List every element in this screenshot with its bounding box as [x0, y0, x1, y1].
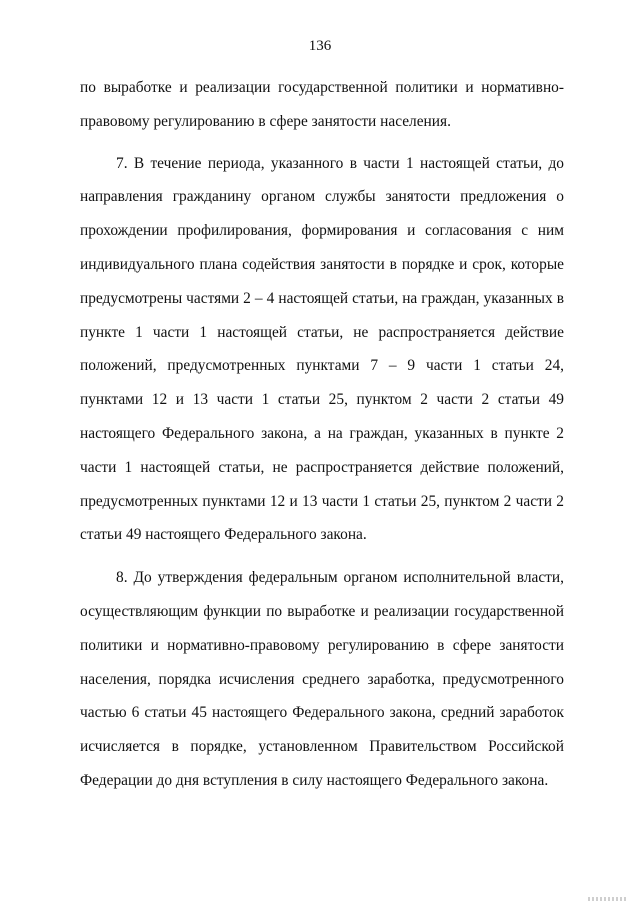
paragraph-continuation: по выработке и реализации государственной политики и нормативно-правовому регулированию в сфере занятости населения.	[80, 79, 564, 130]
page-number: 136	[308, 38, 332, 54]
paragraph-item-8: 8. До утверждения федеральным органом исполнительной власти, осуществляющим функции по выработке и реализации государственной политики и нормативно-правовому регулированию в сфере занятости населения, порядка исчисления среднего заработка, предусмотренного частью 6 статьи 45 настоящего Федерального закона, средний заработок исчисляется в порядке, установленном Правительством Российской Федерации до дня вступления в силу настоящего Федерального закона.	[80, 569, 564, 789]
paragraph-item-7: 7. В течение периода, указанного в части 1 настоящей статьи, до направления гражданину органом службы занятости предложения о прохождении профилирования, формирования и согласования с ним индивидуального плана содействия занятости в порядке и срок, которые предусмотрены частями 2 – 4 настоящей статьи, на граждан, указанных в пункте 1 части 1 настоящей статьи, не распространяется действие положений, предусмотренных пунктами 7 – 9 части 1 статьи 24, пунктами 12 и 13 части 1 статьи 25, пунктом 2 части 2 статьи 49 настоящего Федерального закона, а на граждан, указанных в пункте 2 части 1 настоящей статьи, не распространяется действие положений, предусмотренных пунктами 12 и 13 части 1 статьи 25, пунктом 2 части 2 статьи 49 настоящего Федерального закона.	[80, 154, 564, 544]
document-body	[80, 71, 564, 798]
scan-mark	[588, 897, 628, 901]
